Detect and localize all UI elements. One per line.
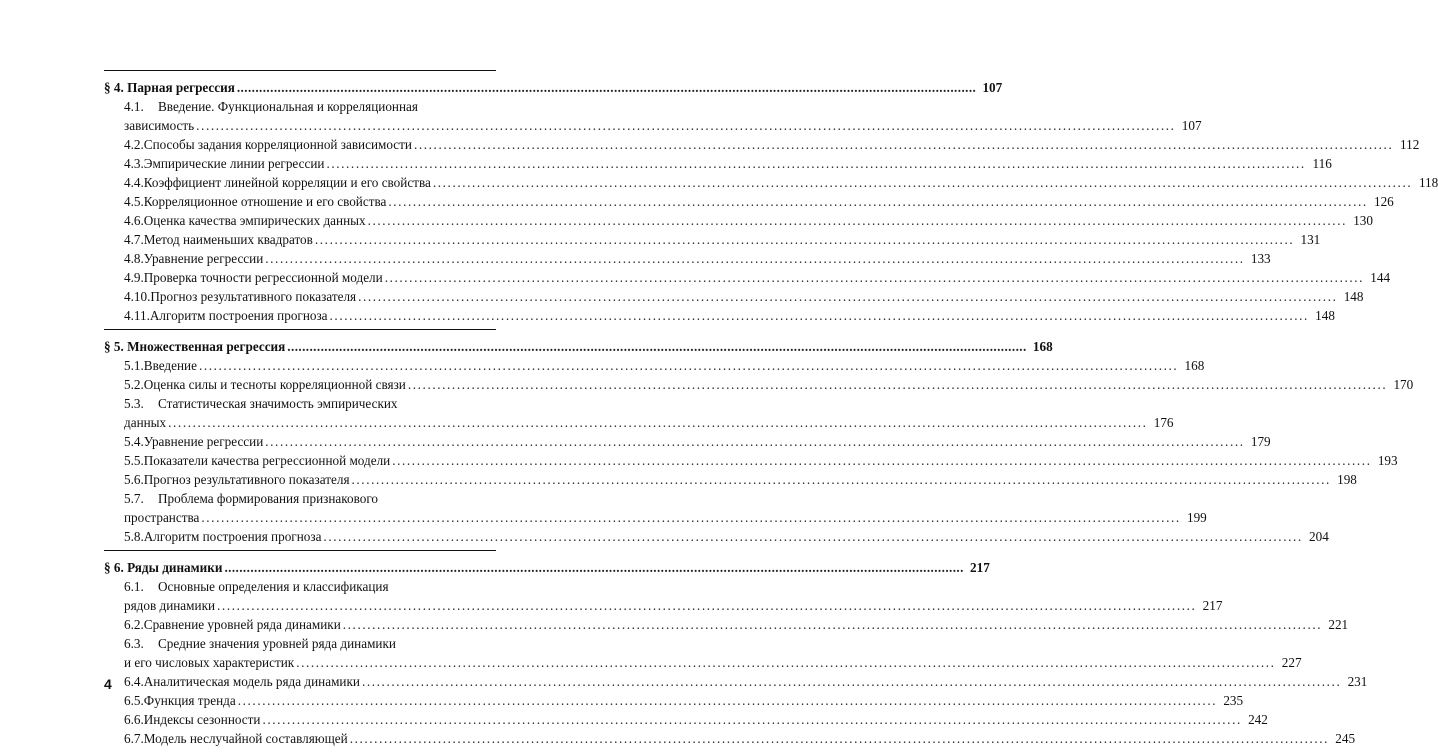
entry-title: Эмпирические линии регрессии [143,156,325,171]
entry-title: Введение. Функциональная и корреляционная [158,99,418,114]
dot-leader: ........................................................................................................................................................................................................ [262,712,1242,727]
entry-title: Функция тренда [143,693,236,708]
toc-entry[interactable] [104,413,1174,432]
entry-title: Оценка силы и тесноты корреляционной связи [143,377,406,392]
entry-title: Коэффициент линейной корреляции и его свойства [143,175,431,190]
toc-entry[interactable] [104,356,1205,375]
entry-page: 148 [1343,289,1364,304]
toc-entry[interactable] [104,691,1244,710]
toc-entry[interactable] [104,287,1364,306]
entry-title: Оценка качества эмпирических данных [143,213,366,228]
page-number: 4 [104,676,112,692]
entry-title: Средние значения уровней ряда динамики [158,636,396,651]
section-heading[interactable] [104,78,1003,97]
entry-title: пространства [124,510,200,525]
entry-number: 4.4. [124,175,144,190]
entry-number: 5.8. [124,529,144,544]
entry-title: Статистическая значимость эмпирических [158,396,398,411]
dot-leader: ........................................................................................................................................................................................................ [392,453,1372,468]
toc-section [104,329,1414,550]
dot-leader: ........................................................................................................................................................................................................ [265,434,1245,449]
entry-number: 4.1. [124,99,144,114]
toc-entry[interactable] [104,596,1223,615]
section-heading[interactable] [104,558,990,577]
entry-number: 6.4. [124,674,144,689]
table-of-contents [104,70,1438,752]
entry-page: 242 [1248,712,1268,727]
toc-entry[interactable] [104,394,496,413]
section-page: 217 [970,560,990,575]
entry-title: Алгоритм построения прогноза [143,529,322,544]
toc-entry[interactable] [104,249,1271,268]
entry-number: 4.3. [124,156,144,171]
toc-entry[interactable] [104,710,1268,729]
entry-number: 5.4. [124,434,144,449]
entry-title: рядов динамики [124,598,216,613]
section-title: § 4. Парная регрессия [104,80,235,95]
entry-page: 193 [1377,453,1398,468]
dot-leader: ........................................................................................................................................................................................................ [358,289,1338,304]
entry-title: Уравнение регрессии [143,251,264,266]
toc-entry[interactable] [104,116,1202,135]
entry-page: 245 [1335,731,1356,746]
toc-entry[interactable] [104,268,1391,287]
entry-number: 4.2. [124,137,144,152]
entry-title: Проверка точности регрессионной модели [143,270,383,285]
entry-number: 4.8. [124,251,144,266]
entry-title: Корреляционное отношение и его свойства [143,194,387,209]
entry-page: 107 [1181,118,1202,133]
dot-leader: ........................................................................................................................................................................................................ [413,137,1394,152]
toc-entry[interactable] [104,375,1414,394]
entry-page: 235 [1223,693,1244,708]
entry-page: 199 [1186,510,1207,525]
entry-title: Алгоритм построения прогноза [149,308,328,323]
toc-entry[interactable] [104,634,496,653]
entry-number: 6.1. [124,579,144,594]
entry-page: 204 [1309,529,1329,544]
dot-leader: ........................................................................................................................................................................................................ [224,560,964,575]
entry-number: 6.5. [124,693,144,708]
entry-title: Основные определения и классификация [158,579,389,594]
entry-title: Проблема формирования признакового [158,491,379,506]
entry-number: 5.7. [124,491,144,506]
entry-page: 176 [1153,415,1174,430]
toc-entry[interactable] [104,97,496,116]
entry-title: Прогноз результативного показателя [150,289,357,304]
entry-number: 4.10. [124,289,151,304]
section-title: § 6. Ряды динамики [104,560,223,575]
entry-page: 130 [1353,213,1373,228]
entry-title: Индексы сезонности [143,712,261,727]
dot-leader: ........................................................................................................................................................................................................ [236,80,977,95]
entry-page: 198 [1337,472,1357,487]
toc-entry[interactable] [104,135,1420,154]
entry-number: 5.5. [124,453,144,468]
dot-leader: ........................................................................................................................................................................................................ [198,358,1179,373]
entry-page: 168 [1184,358,1205,373]
entry-title: Способы задания корреляционной зависимости [143,137,412,152]
entry-title: Метод наименьших квадратов [143,232,313,247]
toc-entry[interactable] [104,672,1368,691]
entry-number: 4.9. [124,270,144,285]
entry-title: зависимость [124,118,195,133]
dot-leader: ........................................................................................................................................................................................................ [168,415,1148,430]
entry-number: 6.7. [124,731,144,746]
entry-title: Показатели качества регрессионной модели [143,453,391,468]
toc-entry[interactable] [104,451,1398,470]
entry-title: Уравнение регрессии [143,434,264,449]
entry-number: 4.5. [124,194,144,209]
entry-page: 227 [1281,655,1302,670]
entry-title: и его числовых характеристик [124,655,295,670]
entry-page: 126 [1373,194,1394,209]
dot-leader: ........................................................................................................................................................................................................ [237,693,1218,708]
dot-leader: ........................................................................................................................................................................................................ [349,731,1330,746]
entry-title: Аналитическая модель ряда динамики [143,674,360,689]
dot-leader: ........................................................................................................................................................................................................ [342,617,1323,632]
entry-page: 133 [1250,251,1271,266]
entry-number: 5.1. [124,358,144,373]
toc-entry[interactable] [104,306,1335,325]
dot-leader: ........................................................................................................................................................................................................ [351,472,1331,487]
toc-entry[interactable] [104,230,1321,249]
dot-leader: ........................................................................................................................................................................................................ [388,194,1368,209]
toc-entry[interactable] [104,508,1207,527]
entry-title: данных [124,415,167,430]
dot-leader: ........................................................................................................................................................................................................ [196,118,1176,133]
entry-page: 148 [1315,308,1335,323]
toc-entry[interactable] [104,192,1394,211]
entry-page: 170 [1393,377,1414,392]
toc-entry[interactable] [104,489,496,508]
entry-number: 5.2. [124,377,144,392]
entry-page: 221 [1328,617,1349,632]
entry-number: 6.3. [124,636,144,651]
entry-number: 4.11. [124,308,150,323]
dot-leader: ........................................................................................................................................................................................................ [407,377,1388,392]
dot-leader: ........................................................................................................................................................................................................ [314,232,1295,247]
toc-section [104,550,1368,752]
entry-title: Прогноз результативного показателя [143,472,350,487]
entry-page: 131 [1300,232,1321,247]
toc-entry[interactable] [104,173,1438,192]
toc-entry[interactable] [104,527,1329,546]
section-page: 168 [1032,339,1053,354]
toc-entry[interactable] [104,432,1271,451]
dot-leader: ........................................................................................................................................................................................................ [384,270,1365,285]
entry-page: 231 [1347,674,1368,689]
section-heading[interactable] [104,337,1053,356]
toc-entry[interactable] [104,577,496,596]
dot-leader: ........................................................................................................................................................................................................ [201,510,1181,525]
section-page: 107 [982,80,1003,95]
toc-entry[interactable] [104,615,1349,634]
entry-number: 6.2. [124,617,144,632]
entry-title: Введение [143,358,197,373]
entry-number: 5.6. [124,472,144,487]
entry-page: 112 [1400,137,1420,152]
toc-section [104,70,1438,329]
toc-entry[interactable] [104,470,1357,489]
entry-page: 179 [1250,434,1271,449]
toc-entry[interactable] [104,653,1302,672]
dot-leader: ........................................................................................................................................................................................................ [296,655,1276,670]
entry-title: Сравнение уровней ряда динамики [143,617,341,632]
entry-page: 116 [1312,156,1332,171]
entry-number: 6.6. [124,712,144,727]
dot-leader: ........................................................................................................................................................................................................ [287,339,1027,354]
entry-page: 118 [1418,175,1438,190]
entry-number: 4.6. [124,213,144,228]
section-title: § 5. Множественная регрессия [104,339,286,354]
dot-leader: ........................................................................................................................................................................................................ [265,251,1245,266]
dot-leader: ........................................................................................................................................................................................................ [329,308,1309,323]
entry-number: 5.3. [124,396,144,411]
entry-page: 217 [1202,598,1223,613]
toc-entry[interactable] [104,729,1356,748]
dot-leader: ........................................................................................................................................................................................................ [361,674,1342,689]
dot-leader: ........................................................................................................................................................................................................ [432,175,1413,190]
toc-entry[interactable] [104,211,1373,230]
dot-leader: ........................................................................................................................................................................................................ [323,529,1303,544]
entry-page: 144 [1370,270,1391,285]
dot-leader: ........................................................................................................................................................................................................ [326,156,1306,171]
dot-leader: ........................................................................................................................................................................................................ [367,213,1347,228]
entry-number: 4.7. [124,232,144,247]
entry-title: Модель неслучайной составляющей [143,731,348,746]
dot-leader: ........................................................................................................................................................................................................ [217,598,1197,613]
toc-entry[interactable] [104,154,1332,173]
